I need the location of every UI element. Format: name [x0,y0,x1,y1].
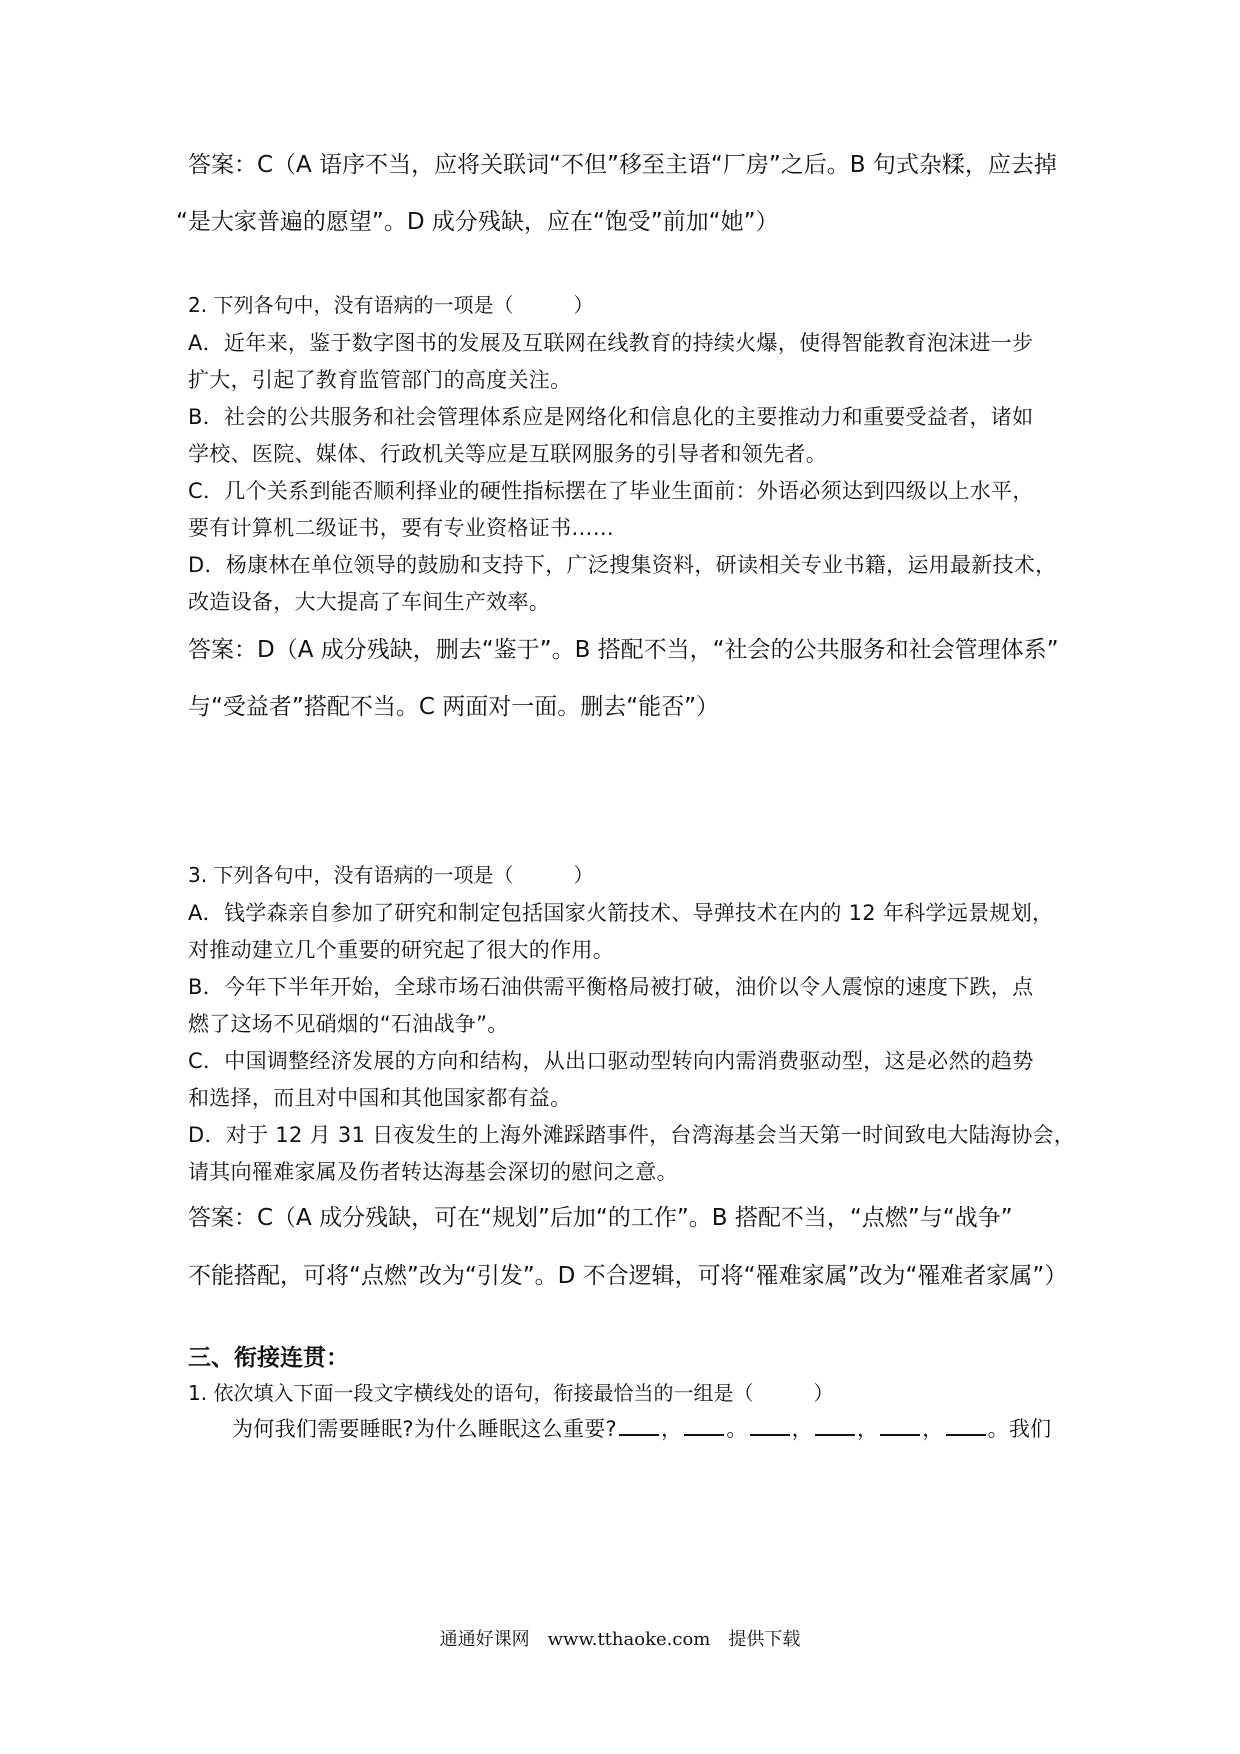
comma: ， [661,1417,683,1441]
q1-answer-line1: 答案：C（A 语序不当，应将关联词“不但”移至主语“厂房”之后。B 句式杂糅，应去掉 [188,152,1057,178]
q3-stem: 3. 下列各句中，没有语病的一项是（ ） [188,863,594,887]
fill-blank [750,1414,790,1436]
comma: ， [856,1417,879,1441]
fill-blank [619,1414,659,1436]
period: 。 [987,1417,1009,1441]
q2-option-c-line2: 要有计算机二级证书，要有专业资格证书…… [188,516,614,540]
passage-start: 为何我们需要睡眠?为什么睡眠这么重要? [232,1417,617,1441]
q2-option-d-line1: D．杨康林在单位领导的鼓励和支持下，广泛搜集资料，研读相关专业书籍，运用最新技术， [188,553,1057,577]
q3-option-b-line1: B．今年下半年开始，全球市场石油供需平衡格局被打破，油价以令人震惊的速度下跌，点 [188,975,1034,999]
passage-end: 我们 [1008,1417,1052,1441]
comma: ， [922,1417,944,1441]
q3-option-d-line2: 请其向罹难家属及伤者转达海基会深切的慰问之意。 [188,1160,678,1184]
page-footer: 通通好课网 www.tthaoke.com 提供下载 [439,1629,801,1650]
q2-answer-line2: 与“受益者”搭配不当。C 两面对一面。删去“能否”） [188,694,720,720]
section3-q1-stem: 1. 依次填入下面一段文字横线处的语句，衔接最恰当的一组是（ ） [188,1381,834,1405]
q3-option-c-line2: 和选择，而且对中国和其他国家都有益。 [188,1086,572,1110]
q3-option-a-line1: A．钱学森亲自参加了研究和制定包括国家火箭技术、导弹技术在内的 12 年科学远景规划， [188,901,1054,925]
q1-answer-line2: “是大家普遍的愿望”。D 成分残缺，应在“饱受”前加“她”） [176,209,779,235]
q2-option-b-line2: 学校、医院、媒体、行政机关等应是互联网服务的引导者和领先者。 [188,442,827,466]
fill-blank [946,1414,986,1436]
section-heading: 三、衔接连贯： [188,1345,349,1371]
period: 。 [726,1417,748,1441]
q2-option-a-line1: A．近年来，鉴于数字图书的发展及互联网在线教育的持续火爆，使得智能教育泡沫进一步 [188,331,1034,355]
fill-blank [880,1414,920,1436]
q3-option-b-line2: 燃了这场不见硝烟的“石油战争”。 [188,1012,509,1036]
q3-option-c-line1: C．中国调整经济发展的方向和结构，从出口驱动型转向内需消费驱动型，这是必然的趋势 [188,1049,1034,1073]
passage-line [232,1414,1112,1443]
q2-option-b-line1: B．社会的公共服务和社会管理体系应是网络化和信息化的主要推动力和重要受益者，诸如 [188,405,1034,429]
q3-option-a-line2: 对推动建立几个重要的研究起了很大的作用。 [188,938,614,962]
fill-blank [684,1414,724,1436]
q3-answer-line1: 答案：C（A 成分残缺，可在“规划”后加“的工作”。B 搭配不当，“点燃”与“战争” [188,1205,1013,1231]
q3-option-d-line1: D．对于 12 月 31 日夜发生的上海外滩踩踏事件，台湾海基会当天第一时间致电大陆海协会， [188,1123,1076,1147]
q3-answer-line2: 不能搭配，可将“点燃”改为“引发”。D 不合逻辑，可将“罹难家属”改为“罹难者家属”） [188,1263,1068,1289]
fill-blank [815,1414,855,1436]
q2-stem: 2. 下列各句中，没有语病的一项是（ ） [188,293,594,317]
comma: ， [791,1417,813,1441]
q2-option-a-line2: 扩大，引起了教育监管部门的高度关注。 [188,368,572,392]
q2-option-d-line2: 改造设备，大大提高了车间生产效率。 [188,590,551,614]
q2-answer-line1: 答案：D（A 成分残缺，删去“鉴于”。B 搭配不当，“社会的公共服务和社会管理体系” [188,637,1059,663]
q2-option-c-line1: C．几个关系到能否顺利择业的硬性指标摆在了毕业生面前：外语必须达到四级以上水平， [188,479,1034,503]
